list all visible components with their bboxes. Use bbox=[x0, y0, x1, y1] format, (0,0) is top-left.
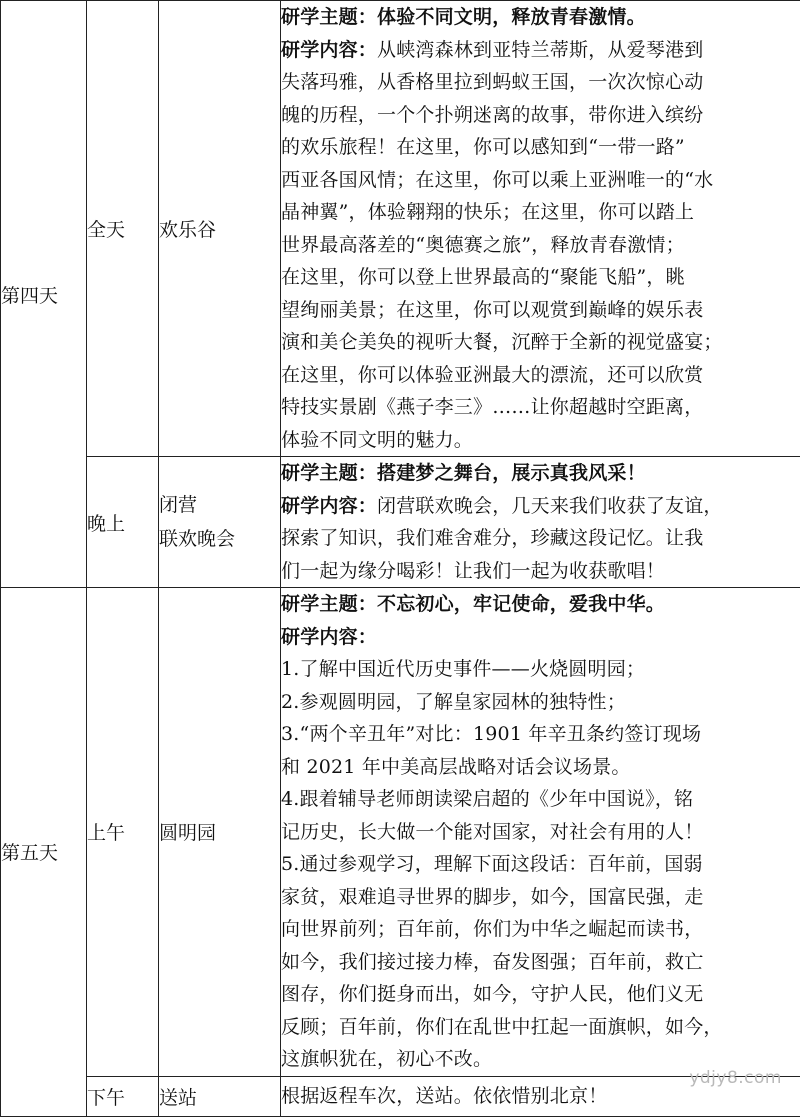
content-line: 的欢乐旅程！在这里，你可以感知到“一带一路” bbox=[281, 131, 800, 164]
content-line: 演和美仑美奂的视听大餐，沉醉于全新的视觉盛宴； bbox=[281, 326, 800, 359]
content-line: 特技实景剧《燕子李三》……让你超越时空距离， bbox=[281, 391, 800, 424]
content-rest: 从峡湾森林到亚特兰蒂斯，从爱琴港到 bbox=[377, 39, 703, 61]
place-day4-allday: 欢乐谷 bbox=[159, 1, 281, 457]
content-day4-allday bbox=[281, 1, 800, 457]
time-day4-evening: 晚上 bbox=[87, 457, 159, 588]
time-day5-morning: 上午 bbox=[87, 588, 159, 1077]
content-line: 图存，你们挺身而出，如今，守护人民，他们义无 bbox=[281, 978, 800, 1011]
content-line: 家贫，艰难追寻世界的脚步，如今，国富民强，走 bbox=[281, 881, 800, 914]
content-line: 5.通过参观学习，理解下面这段话：百年前，国弱 bbox=[281, 848, 800, 881]
content-line: 世界最高落差的“奥德赛之旅”，释放青春激情； bbox=[281, 229, 800, 262]
content-line: 们一起为缘分喝彩！让我们一起为收获歌唱！ bbox=[281, 555, 800, 588]
place-line: 联欢晚会 bbox=[159, 522, 280, 556]
content-line: 4.跟着辅导老师朗读梁启超的《少年中国说》，铭 bbox=[281, 783, 800, 816]
theme-line: 研学主题：体验不同文明，释放青春激情。 bbox=[281, 1, 800, 34]
content-lead: 研学内容： bbox=[281, 495, 377, 517]
row-day5-morning bbox=[1, 588, 800, 1077]
place-day4-evening bbox=[159, 457, 281, 588]
content-line: 1.了解中国近代历史事件——火烧圆明园； bbox=[281, 653, 800, 686]
time-day5-afternoon: 下午 bbox=[87, 1076, 159, 1116]
content-line: 在这里，你可以登上世界最高的“聚能飞船”，眺 bbox=[281, 261, 800, 294]
theme-line: 研学主题：搭建梦之舞台，展示真我风采！ bbox=[281, 457, 800, 490]
content-line: 魄的历程，一个个扑朔迷离的故事，带你进入缤纷 bbox=[281, 99, 800, 132]
content-line: 和 2021 年中美高层战略对话会议场景。 bbox=[281, 751, 800, 784]
content-line: 如今，我们接过接力棒，奋发图强；百年前，救亡 bbox=[281, 946, 800, 979]
content-line: 反顾；百年前，你们在乱世中扛起一面旗帜，如今， bbox=[281, 1011, 800, 1044]
time-day4-allday: 全天 bbox=[87, 1, 159, 457]
content-line bbox=[281, 490, 800, 523]
place-day5-morning: 圆明园 bbox=[159, 588, 281, 1077]
content-line: 记历史，长大做一个能对国家，对社会有用的人！ bbox=[281, 816, 800, 849]
content-line: 晶神翼”，体验翱翔的快乐；在这里，你可以踏上 bbox=[281, 196, 800, 229]
day-label-day5: 第五天 bbox=[1, 588, 87, 1117]
place-line: 闭营 bbox=[159, 488, 280, 522]
content-day4-evening bbox=[281, 457, 800, 588]
content-line: 这旗帜犹在，初心不改。 bbox=[281, 1043, 800, 1076]
content-line: 望绚丽美景；在这里，你可以观赏到巅峰的娱乐表 bbox=[281, 294, 800, 327]
watermark: ydjy8.com bbox=[689, 1068, 782, 1088]
content-line: 在这里，你可以体验亚洲最大的漂流，还可以欣赏 bbox=[281, 359, 800, 392]
content-day5-morning bbox=[281, 588, 800, 1077]
content-line: 3.“两个辛丑年”对比：1901 年辛丑条约签订现场 bbox=[281, 718, 800, 751]
content-line: 根据返程车次，送站。依依惜别北京！ bbox=[281, 1082, 800, 1110]
day-label-day4: 第四天 bbox=[1, 1, 87, 588]
row-day5-afternoon bbox=[1, 1076, 800, 1116]
content-line: 向世界前列；百年前，你们为中华之崛起而读书， bbox=[281, 913, 800, 946]
content-line: 体验不同文明的魅力。 bbox=[281, 424, 800, 457]
row-day4-evening bbox=[1, 457, 800, 588]
theme-line: 研学主题：不忘初心，牢记使命，爱我中华。 bbox=[281, 588, 800, 621]
row-day4-allday bbox=[1, 1, 800, 457]
content-heading: 研学内容： bbox=[281, 621, 800, 654]
content-lead: 研学内容： bbox=[281, 39, 377, 61]
content-line: 2.参观圆明园，了解皇家园林的独特性； bbox=[281, 686, 800, 719]
content-line: 西亚各国风情；在这里，你可以乘上亚洲唯一的“水 bbox=[281, 164, 800, 197]
place-day5-afternoon: 送站 bbox=[159, 1076, 281, 1116]
content-line: 失落玛雅，从香格里拉到蚂蚁王国，一次次惊心动 bbox=[281, 66, 800, 99]
content-rest: 闭营联欢晚会，几天来我们收获了友谊， bbox=[377, 495, 723, 517]
content-line: 探索了知识，我们难舍难分，珍藏这段记忆。让我 bbox=[281, 522, 800, 555]
content-line bbox=[281, 34, 800, 67]
